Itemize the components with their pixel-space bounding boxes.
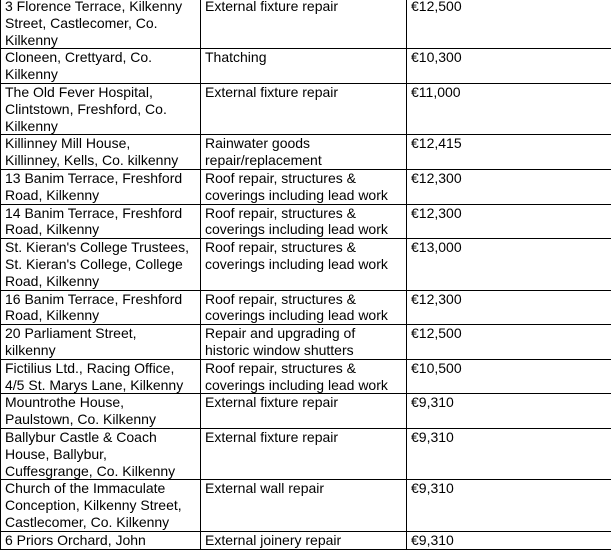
table-row — [1, 204, 611, 239]
address-cell: 14 Banim Terrace, Freshford Road, Kilkenny — [1, 204, 201, 239]
works-cell: Rainwater goods repair/replacement — [201, 135, 407, 170]
grant-amount-cell: €12,300 — [407, 169, 611, 204]
table-row — [1, 239, 611, 290]
address-cell: 20 Parliament Street, kilkenny — [1, 325, 201, 360]
works-cell: Roof repair, structures & coverings including lead work — [201, 359, 407, 394]
address-cell: Church of the Immaculate Conception, Kilkenny Street, Castlecomer, Co. Kilkenny — [1, 480, 201, 531]
table-row — [1, 480, 611, 531]
works-cell: External wall repair — [201, 480, 407, 531]
grant-amount-cell: €9,310 — [407, 480, 611, 531]
works-cell: Roof repair, structures & coverings including lead work — [201, 239, 407, 290]
table-row — [1, 428, 611, 479]
grant-amount-cell: €10,300 — [407, 49, 611, 84]
address-cell: 3 Florence Terrace, Kilkenny Street, Castlecomer, Co. Kilkenny — [1, 0, 201, 49]
address-cell: Fictilius Ltd., Racing Office, 4/5 St. Marys Lane, Kilkenny — [1, 359, 201, 394]
table-row — [1, 49, 611, 84]
grant-amount-cell: €10,500 — [407, 359, 611, 394]
address-cell: Ballybur Castle & Coach House, Ballybur, Cuffesgrange, Co. Kilkenny — [1, 428, 201, 479]
table-row — [1, 83, 611, 134]
grant-amount-cell: €9,310 — [407, 394, 611, 429]
grant-amount-cell: €13,000 — [407, 239, 611, 290]
works-cell: External fixture repair — [201, 428, 407, 479]
table-row — [1, 135, 611, 170]
works-cell: Roof repair, structures & coverings including lead work — [201, 290, 407, 325]
table-row — [1, 359, 611, 394]
address-cell: Cloneen, Crettyard, Co. Kilkenny — [1, 49, 201, 84]
works-cell: Thatching — [201, 49, 407, 84]
works-cell: External fixture repair — [201, 394, 407, 429]
table-row — [1, 394, 611, 429]
grant-amount-cell: €9,310 — [407, 428, 611, 479]
address-cell: The Old Fever Hospital, Clintstown, Freshford, Co. Kilkenny — [1, 83, 201, 134]
address-cell: 6 Priors Orchard, John — [1, 531, 201, 549]
table-row — [1, 290, 611, 325]
address-cell: Mountrothe House, Paulstown, Co. Kilkenny — [1, 394, 201, 429]
grant-amount-cell: €12,500 — [407, 0, 611, 49]
table-row — [1, 531, 611, 549]
grant-amount-cell: €12,300 — [407, 204, 611, 239]
table-row — [1, 0, 611, 49]
grant-amount-cell: €12,415 — [407, 135, 611, 170]
grant-amount-cell: €9,310 — [407, 531, 611, 549]
works-cell: Repair and upgrading of historic window shutters — [201, 325, 407, 360]
table-row — [1, 169, 611, 204]
grant-amount-cell: €11,000 — [407, 83, 611, 134]
address-cell: St. Kieran's College Trustees, St. Kieran's College, College Road, Kilkenny — [1, 239, 201, 290]
address-cell: 13 Banim Terrace, Freshford Road, Kilkenny — [1, 169, 201, 204]
works-cell: External joinery repair — [201, 531, 407, 549]
address-cell: Killinney Mill House, Killinney, Kells, Co. kilkenny — [1, 135, 201, 170]
works-cell: External fixture repair — [201, 0, 407, 49]
grant-amount-cell: €12,300 — [407, 290, 611, 325]
address-cell: 16 Banim Terrace, Freshford Road, Kilkenny — [1, 290, 201, 325]
works-cell: Roof repair, structures & coverings including lead work — [201, 169, 407, 204]
works-cell: Roof repair, structures & coverings including lead work — [201, 204, 407, 239]
grant-amount-cell: €12,500 — [407, 325, 611, 360]
table-row — [1, 325, 611, 360]
works-cell: External fixture repair — [201, 83, 407, 134]
